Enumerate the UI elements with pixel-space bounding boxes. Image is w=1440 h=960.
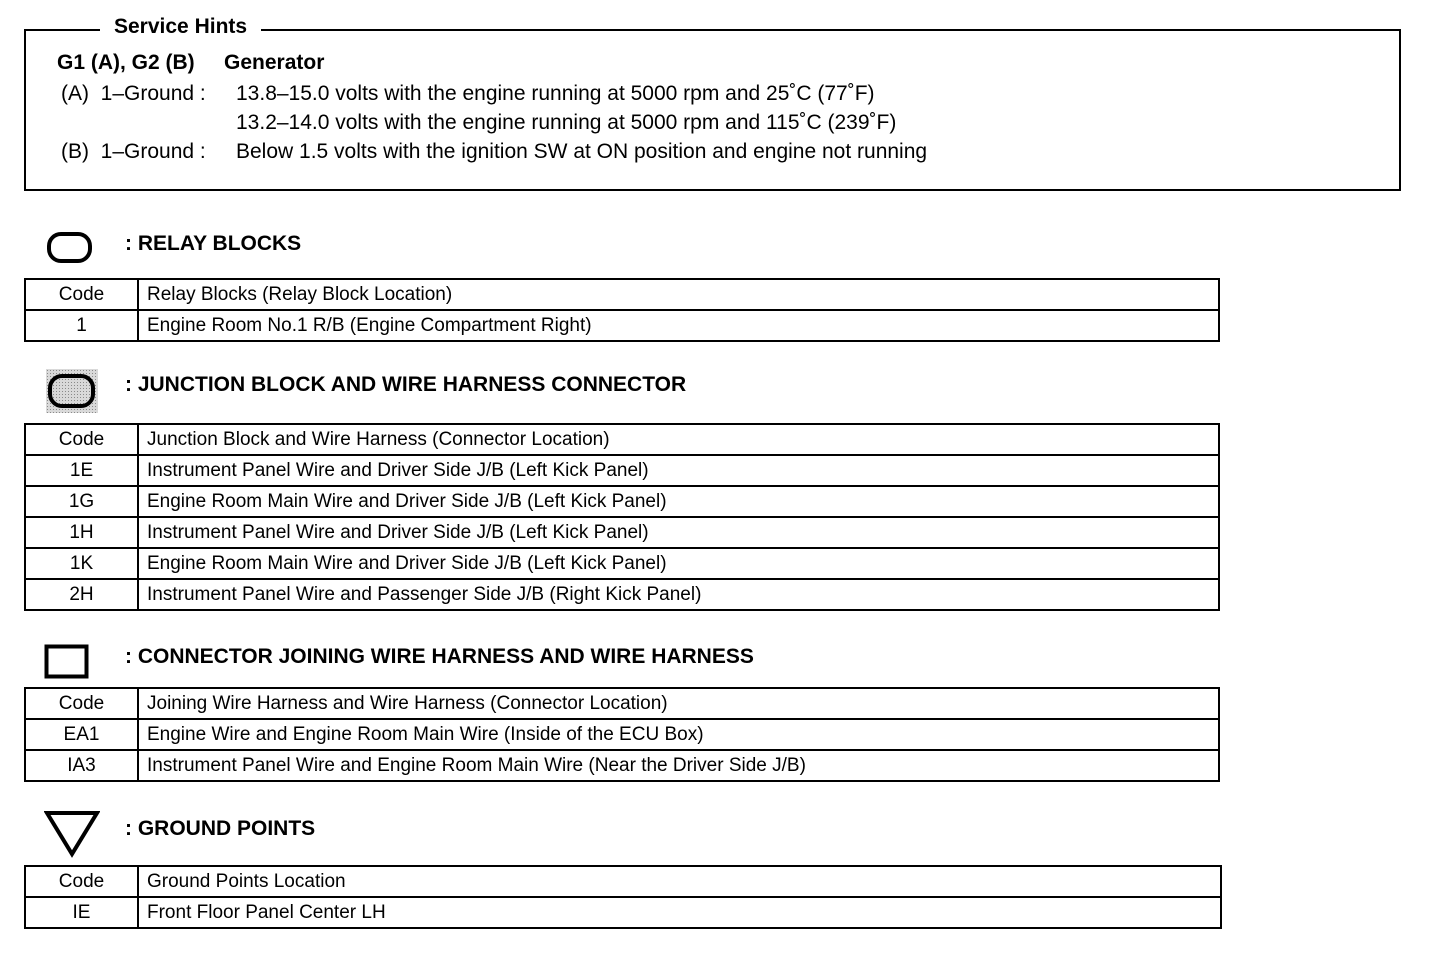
hint-heading-code: G1 (A), G2 (B) <box>57 51 195 74</box>
table-header-row <box>25 866 1221 897</box>
description-header: Junction Block and Wire Harness (Connector Location) <box>138 424 1219 455</box>
description-cell: Engine Room Main Wire and Driver Side J/B (Left Kick Panel) <box>138 486 1219 517</box>
shaded-rounded-rectangle-icon <box>44 367 100 415</box>
rounded-rectangle-icon <box>46 231 94 265</box>
section-title-connector-joining: : CONNECTOR JOINING WIRE HARNESS AND WIRE HARNESS <box>125 645 754 668</box>
hint-line-a-text: 13.8–15.0 volts with the engine running at 5000 rpm and 25˚C (77˚F) <box>236 82 875 105</box>
description-cell: Instrument Panel Wire and Driver Side J/B (Left Kick Panel) <box>138 455 1219 486</box>
code-header: Code <box>25 866 138 897</box>
description-cell: Instrument Panel Wire and Passenger Side J/B (Right Kick Panel) <box>138 579 1219 610</box>
section-title-junction-block: : JUNCTION BLOCK AND WIRE HARNESS CONNECTOR <box>125 373 687 396</box>
code-cell: IE <box>25 897 138 928</box>
table-row <box>25 486 1219 517</box>
code-header: Code <box>25 279 138 310</box>
service-hints-title: Service Hints <box>100 15 261 39</box>
hint-line-b-prefix: (B) 1–Ground : <box>61 140 206 163</box>
code-cell: EA1 <box>25 719 138 750</box>
description-cell: Front Floor Panel Center LH <box>138 897 1221 928</box>
hint-line-a-prefix: (A) 1–Ground : <box>61 82 206 105</box>
code-header: Code <box>25 424 138 455</box>
table-header-row <box>25 424 1219 455</box>
table-row <box>25 579 1219 610</box>
description-header: Joining Wire Harness and Wire Harness (Connector Location) <box>138 688 1219 719</box>
ground-points-table <box>24 865 1222 929</box>
description-cell: Engine Wire and Engine Room Main Wire (Inside of the ECU Box) <box>138 719 1219 750</box>
table-row <box>25 455 1219 486</box>
code-cell: 1G <box>25 486 138 517</box>
table-row <box>25 548 1219 579</box>
description-cell: Engine Room No.1 R/B (Engine Compartment Right) <box>138 310 1219 341</box>
table-header-row <box>25 279 1219 310</box>
hint-line-b-text: Below 1.5 volts with the ignition SW at ON position and engine not running <box>236 140 928 163</box>
hint-heading-name: Generator <box>224 51 325 74</box>
section-title-relay-blocks: : RELAY BLOCKS <box>125 232 302 255</box>
section-title-ground-points: : GROUND POINTS <box>125 817 316 840</box>
description-cell: Instrument Panel Wire and Engine Room Main Wire (Near the Driver Side J/B) <box>138 750 1219 781</box>
hint-line-a2-text: 13.2–14.0 volts with the engine running at 5000 rpm and 115˚C (239˚F) <box>236 111 897 134</box>
description-header: Relay Blocks (Relay Block Location) <box>138 279 1219 310</box>
relay-blocks-table <box>24 278 1220 342</box>
description-cell: Engine Room Main Wire and Driver Side J/B (Left Kick Panel) <box>138 548 1219 579</box>
code-cell: 1E <box>25 455 138 486</box>
code-cell: 1 <box>25 310 138 341</box>
table-header-row <box>25 688 1219 719</box>
table-row <box>25 719 1219 750</box>
table-row <box>25 310 1219 341</box>
table-row <box>25 897 1221 928</box>
connector-joining-table <box>24 687 1220 782</box>
table-row <box>25 750 1219 781</box>
down-triangle-icon <box>44 810 100 858</box>
code-cell: IA3 <box>25 750 138 781</box>
junction-block-table <box>24 423 1220 611</box>
description-header: Ground Points Location <box>138 866 1221 897</box>
rectangle-icon <box>44 644 90 680</box>
code-cell: 1K <box>25 548 138 579</box>
code-cell: 2H <box>25 579 138 610</box>
code-cell: 1H <box>25 517 138 548</box>
code-header: Code <box>25 688 138 719</box>
description-cell: Instrument Panel Wire and Driver Side J/B (Left Kick Panel) <box>138 517 1219 548</box>
table-row <box>25 517 1219 548</box>
